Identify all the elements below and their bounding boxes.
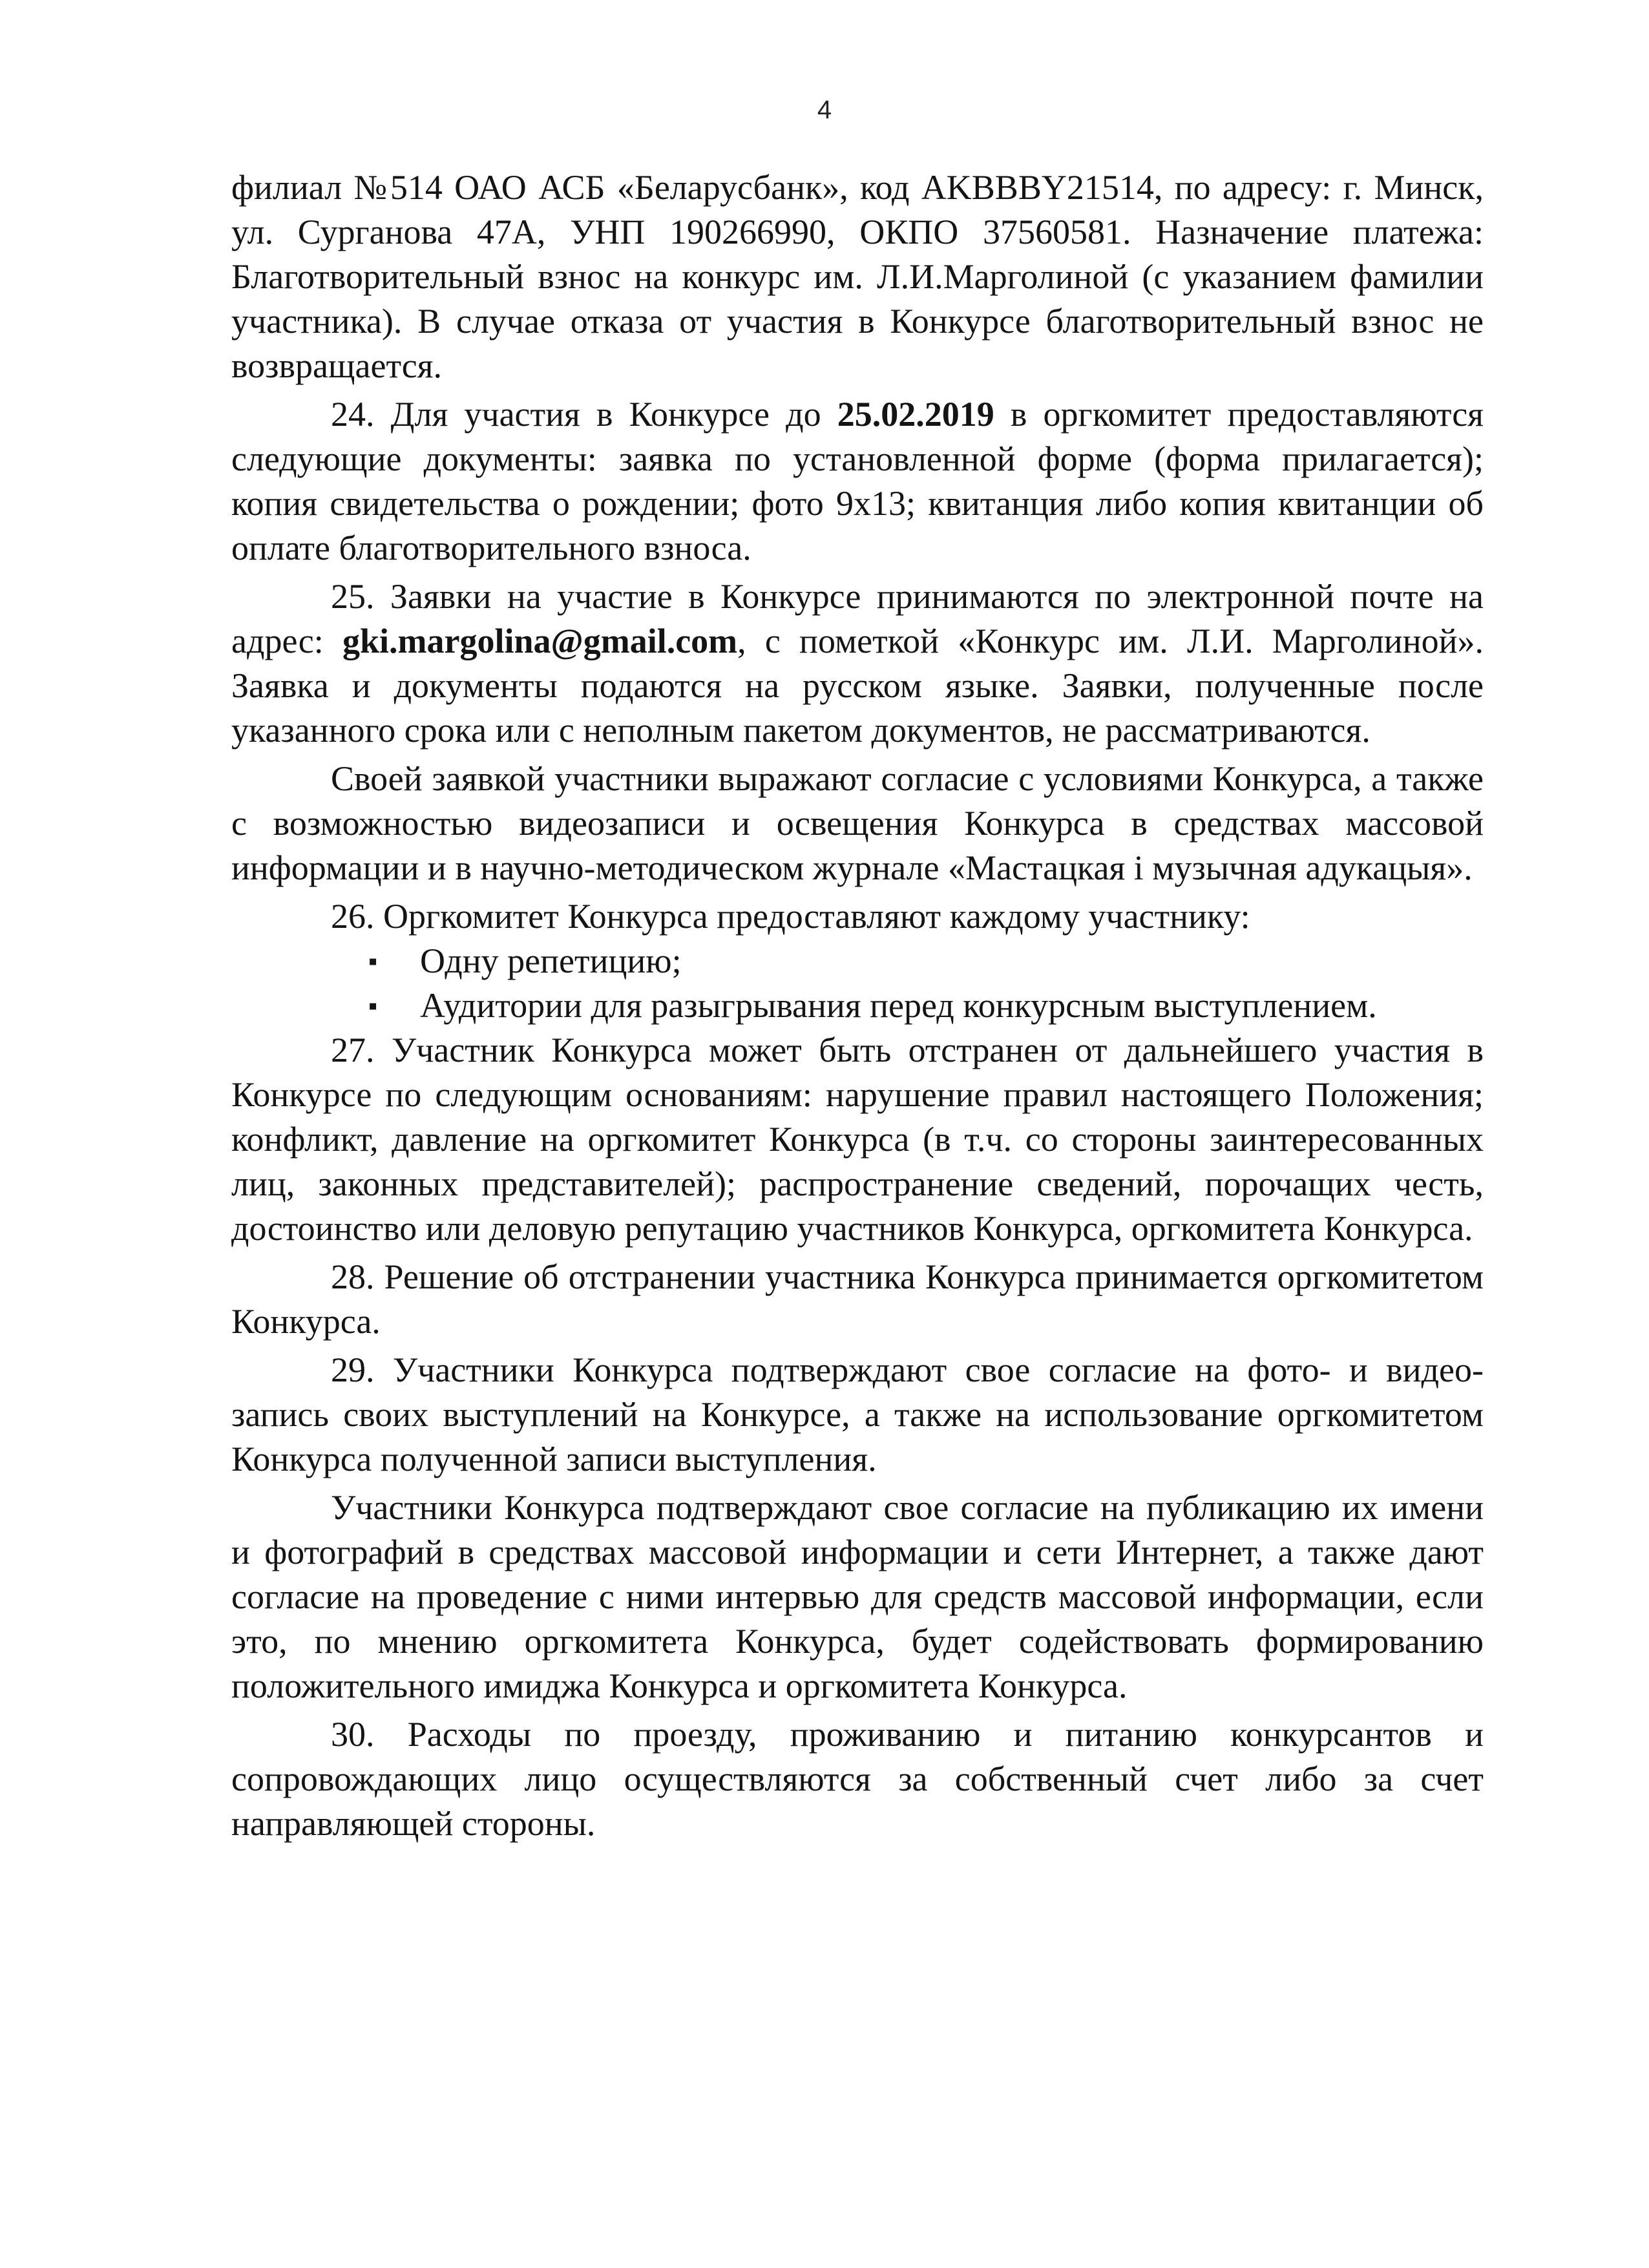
- bullet-icon: ▪: [368, 991, 378, 1020]
- paragraph-27: 27. Участник Конкурса может быть отстранен от дальнейшего участия в Конкурсе по следующим основаниям: нарушение правил настоящего Положения; конфликт, давление на оргкомитет Конкурса (в т.ч. со стороны заинтересованных лиц, законных представителей); распространение сведений, порочащих честь, достоинство или деловую репутацию участников Конкурса, оргкомитета Конкурса.: [231, 1031, 1484, 1248]
- paragraph-25-text-end: , с пометкой «Конкурс им. Л.И. Марголиной». Заявка и документы подаются на русском языке. Заявки, полученные после указанного срока или с неполным пакетом документов, не рассматриваются.: [231, 622, 1484, 750]
- paragraph-29: 29. Участники Конкурса подтверждают свое согласие на фото- и видео-запись своих выступлений на Конкурсе, а также на использование оргкомитетом Конкурса полученной записи выступления.: [231, 1350, 1484, 1478]
- paragraph-26-list: [231, 939, 1484, 1028]
- paragraph-25: [231, 574, 1484, 753]
- list-item-text: Аудитории для разыгрывания перед конкурсным выступлением.: [420, 986, 1377, 1025]
- paragraph-publication-consent: Участники Конкурса подтверждают свое согласие на публикацию их имени и фотографий в средствах массовой информации и сети Интернет, а также дают согласие на проведение с ними интервью для средств массовой информации, если это, по мнению оргкомитета Конкурса, будет содействовать формированию положительного имиджа Конкурса и оргкомитета Конкурса.: [231, 1488, 1484, 1705]
- paragraph-26: 26. Оргкомитет Конкурса предоставляют каждому участнику:: [331, 897, 1250, 936]
- paragraph-24-text-end: в оргкомитет предоставляются следующие документы: заявка по установленной форме (форма прилагается); копия свидетельства о рождении; фото 9х13; квитанция либо копия квитанции об оплате благотворительного взноса.: [231, 395, 1484, 567]
- paragraph-consent: Своей заявкой участники выражают согласие с условиями Конкурса, а также с возможностью видеозаписи и освещения Конкурса в средствах массовой информации и в научно-методическом журнале «Мастацкая і музычная адукацыя».: [231, 759, 1484, 887]
- paragraph-bank-details: филиал №514 ОАО АСБ «Беларусбанк», код AKBBBY21514, по адресу: г. Минск, ул. Сурганова 47А, УНП 190266990, ОКПО 37560581. Назначение платежа: Благотворительный взнос на конкурс им. Л.И.Марголиной (с указанием фамилии участника). В случае отказа от участия в Конкурсе благотворительный взнос не возвращается.: [231, 168, 1484, 385]
- paragraph-25-text-start: 25. Заявки на участие в Конкурсе принимаются по электронной почте на адрес:: [231, 577, 1484, 660]
- page-number: 4: [817, 96, 832, 124]
- document-body: [231, 165, 1484, 1846]
- paragraph-24-text-start: 24. Для участия в Конкурсе до: [331, 395, 837, 434]
- list-item: [231, 939, 1484, 983]
- list-item: [231, 983, 1484, 1028]
- paragraph-24: [231, 392, 1484, 571]
- paragraph-30: 30. Расходы по проезду, проживанию и питанию конкурсантов и сопровождающих лицо осуществляются за собственный счет либо за счет направляющей стороны.: [231, 1715, 1484, 1843]
- paragraph-28: 28. Решение об отстранении участника Конкурса принимается оргкомитетом Конкурса.: [231, 1257, 1484, 1341]
- deadline-date: 25.02.2019: [837, 395, 994, 434]
- bullet-icon: ▪: [368, 947, 378, 976]
- contact-email: gki.margolina@gmail.com: [342, 622, 738, 660]
- list-item-text: Одну репетицию;: [420, 941, 682, 980]
